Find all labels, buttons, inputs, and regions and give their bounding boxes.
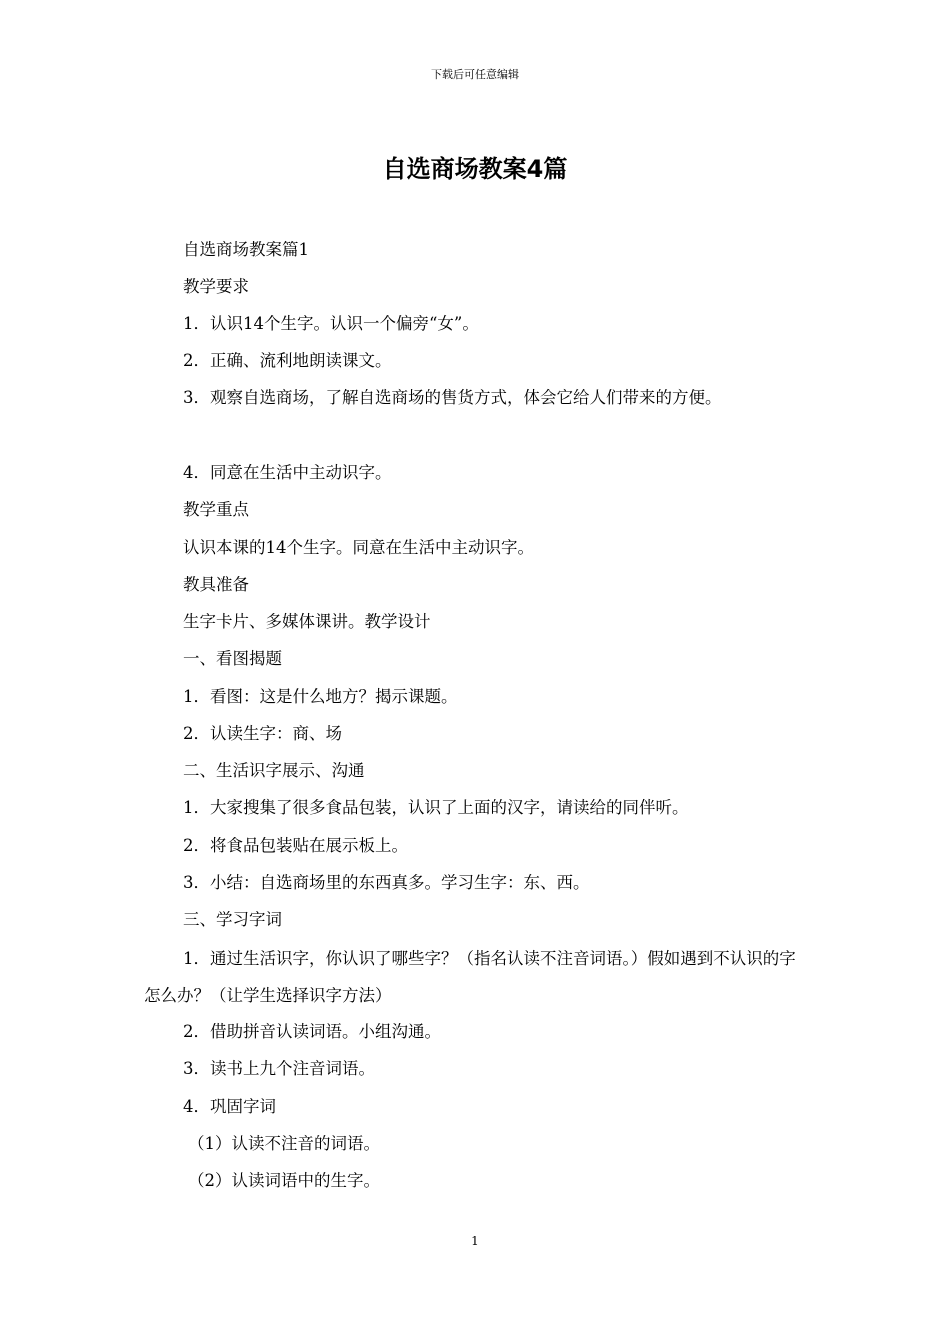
paragraph: 3．读书上九个注音词语。 (183, 1059, 375, 1078)
section-heading: 自选商场教案篇1 (183, 240, 309, 259)
paragraph: 1．大家搜集了很多食品包装，认识了上面的汉字，请读给的同伴听。 (183, 798, 689, 817)
subheading: 三、学习字词 (183, 910, 282, 929)
subheading: 教具准备 (183, 575, 249, 594)
paragraph: 4．巩固字词 (183, 1097, 276, 1116)
subheading: 二、生活识字展示、沟通 (183, 761, 365, 780)
paragraph: 2．正确、流利地朗读课文。 (183, 351, 392, 370)
paragraph: 1．看图：这是什么地方？揭示课题。 (183, 687, 458, 706)
paragraph: 2．认读生字：商、场 (183, 724, 342, 743)
subheading: 一、看图揭题 (183, 649, 282, 668)
paragraph: 2．借助拼音认读词语。小组沟通。 (183, 1022, 441, 1041)
paragraph: 1．认识14个生字。认识一个偏旁“女”。 (183, 314, 479, 333)
page-number: 1 (471, 1234, 479, 1248)
header-note: 下载后可任意编辑 (431, 68, 519, 81)
document-title: 自选商场教案4篇 (382, 155, 568, 183)
paragraph: 2．将食品包装贴在展示板上。 (183, 836, 408, 855)
paragraph: 认识本课的14个生字。同意在生活中主动识字。 (183, 538, 534, 557)
paragraph: （1）认读不注音的词语。 (188, 1134, 380, 1153)
paragraph: 3．观察自选商场，了解自选商场的售货方式，体会它给人们带来的方便。 (183, 388, 722, 407)
paragraph: 3．小结：自选商场里的东西真多。学习生字：东、西。 (183, 873, 590, 892)
paragraph: 生字卡片、多媒体课讲。教学设计 (183, 612, 431, 631)
subheading: 教学要求 (183, 277, 249, 296)
paragraph: 4．同意在生活中主动识字。 (183, 463, 392, 482)
paragraph: 1．通过生活识字，你认识了哪些字？（指名认读不注音词语。）假如遇到不认识的字怎么办？（让学生选择识字方法） (144, 949, 796, 1005)
paragraph: （2）认读词语中的生字。 (188, 1171, 380, 1190)
subheading: 教学重点 (183, 500, 249, 519)
